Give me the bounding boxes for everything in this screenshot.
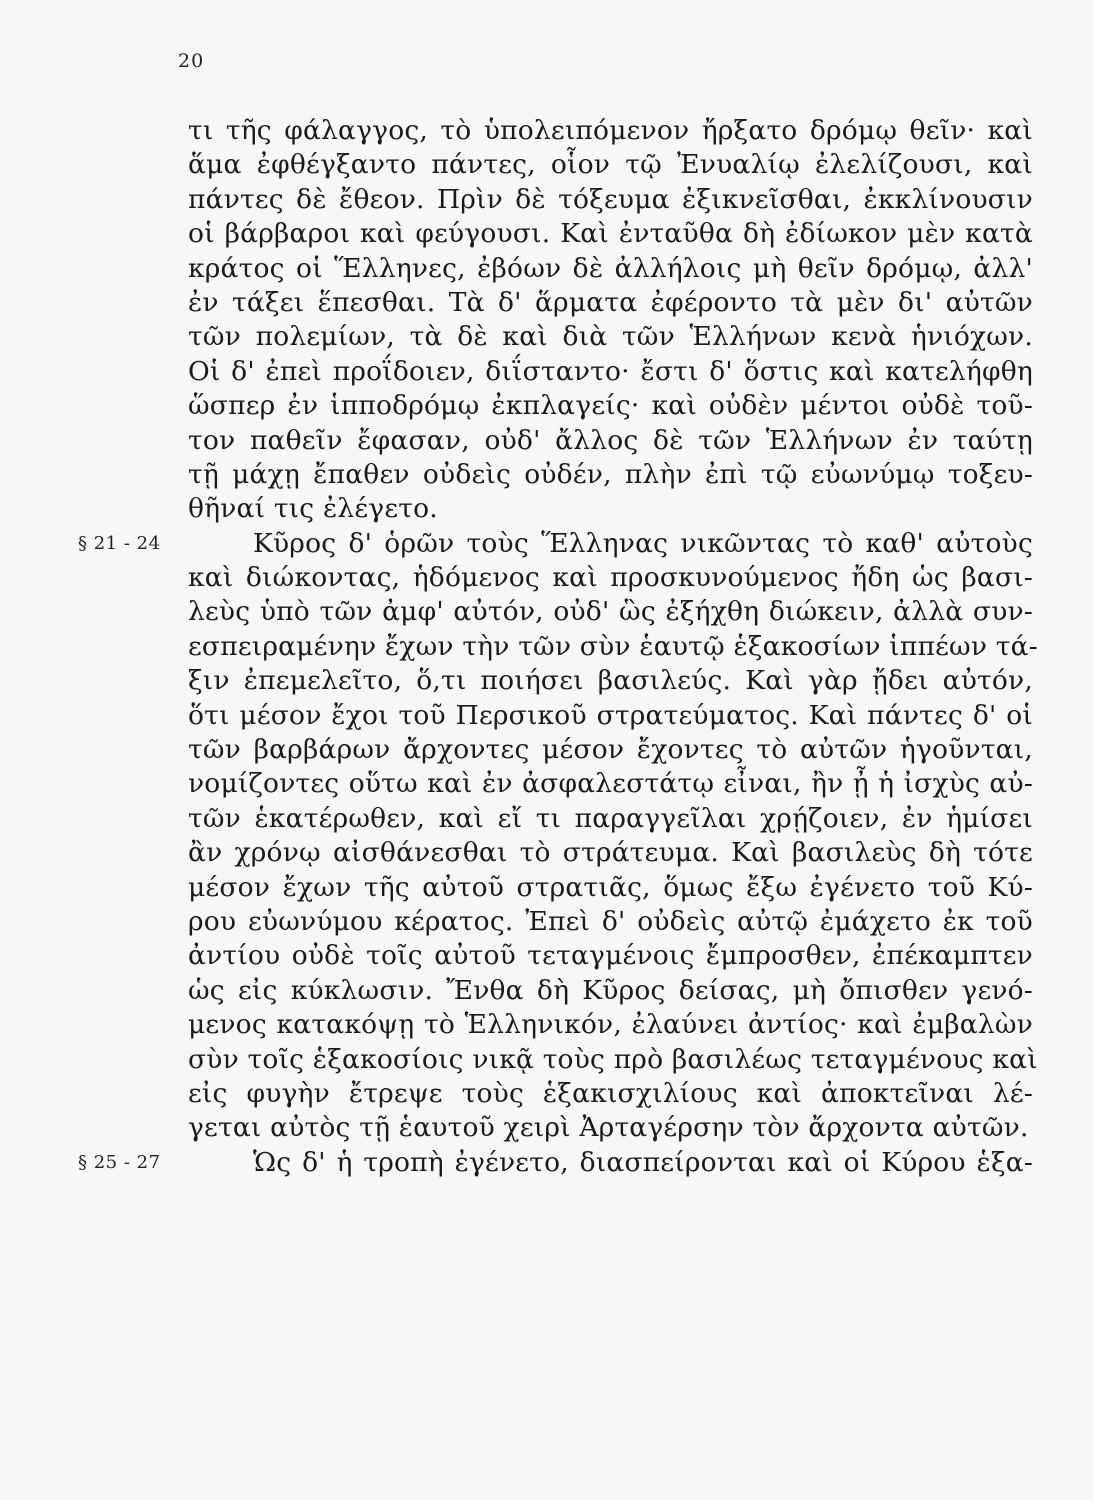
line-text: νομίζοντες οὕτω καὶ ἐν ἀσφαλεστάτῳ εἶναι, ἢν ᾖ ἡ ἰσχὺς αὐ- (188, 768, 1033, 800)
line-text: Ὡς δ' ἡ τροπὴ ἐγένετο, διασπείρονται καὶ οἱ Κύρου ἑξα- (253, 1146, 1033, 1178)
text-line (188, 286, 1033, 320)
text-line (188, 424, 1033, 458)
text-line (188, 664, 1033, 698)
text-line (188, 320, 1033, 354)
line-text: ὅτι μέσον ἔχοι τοῦ Περσικοῦ στρατεύματος. Καὶ πάντες δ' οἱ (188, 699, 1033, 731)
line-text: μέσον ἔχων τῆς αὐτοῦ στρατιᾶς, ὅμως ἔξω ἐγένετο τοῦ Κύ- (188, 871, 1033, 903)
text-line (188, 492, 1033, 526)
line-text: τον παθεῖν ἔφασαν, οὐδ' ἄλλος δὲ τῶν Ἑλλήνων ἐν ταύτῃ (188, 424, 1033, 456)
line-text: τῶν ἑκατέρωθεν, καὶ εἴ τι παραγγεῖλαι χρῄζοιεν, ἐν ἡμίσει (188, 802, 1033, 834)
line-text: ἀντίου οὐδὲ τοῖς αὐτοῦ τεταγμένοις ἔμπροσθεν, ἐπέκαμπτεν (188, 940, 1033, 972)
text-line (188, 1008, 1033, 1042)
line-text: Κῦρος δ' ὁρῶν τοὺς Ἕλληνας νικῶντας τὸ καθ' αὐτοὺς (253, 527, 1033, 559)
line-text: θῆναί τις ἐλέγετο. (188, 493, 438, 525)
section-marginal-note: § 25 - 27 (78, 1151, 161, 1173)
text-line (188, 905, 1033, 939)
line-text: ἐν τάξει ἕπεσθαι. Τὰ δ' ἅρματα ἐφέροντο τὰ μὲν δι' αὐτῶν (188, 286, 1033, 318)
line-text: σὺν τοῖς ἑξακοσίοις νικᾷ τοὺς πρὸ βασιλέως τεταγμένους καὶ (188, 1043, 1038, 1075)
line-text: καὶ διώκοντας, ἡδόμενος καὶ προσκυνούμενος ἤδη ὡς βασι- (188, 562, 1033, 594)
text-line (78, 1146, 1033, 1180)
body-text (78, 114, 1038, 1180)
line-text: ἅμα ἐφθέγξαντο πάντες, οἷον τῷ Ἐνυαλίῳ ἐλελίζουσι, καὶ (188, 149, 1033, 181)
text-line (188, 389, 1033, 423)
text-line (188, 458, 1033, 492)
line-text: ξιν ἐπεμελεῖτο, ὅ,τι ποιήσει βασιλεύς. Καὶ γὰρ ᾔδει αὐτόν, (188, 665, 1033, 697)
text-line (188, 939, 1033, 973)
line-text: λεὺς ὑπὸ τῶν ἀμφ' αὐτόν, οὐδ' ὣς ἐξήχθη διώκειν, ἀλλὰ συν- (188, 596, 1033, 628)
page-number: 20 (178, 50, 205, 72)
text-line (188, 252, 1033, 286)
text-line (188, 114, 1033, 148)
text-line (188, 733, 1033, 767)
line-text: πάντες δὲ ἔθεον. Πρὶν δὲ τόξευμα ἐξικνεῖσθαι, ἐκκλίνουσιν (188, 183, 1033, 215)
text-line (188, 561, 1033, 595)
text-line (188, 630, 1038, 664)
line-text: ρου εὐωνύμου κέρατος. Ἐπεὶ δ' οὐδεὶς αὐτῷ ἐμάχετο ἐκ τοῦ (188, 905, 1033, 937)
text-line (188, 1111, 1033, 1145)
text-line (188, 1077, 1033, 1111)
line-text: ἂν χρόνῳ αἰσθάνεσθαι τὸ στράτευμα. Καὶ βασιλεὺς δὴ τότε (188, 837, 1033, 869)
line-text: τῶν πολεμίων, τὰ δὲ καὶ διὰ τῶν Ἑλλήνων κενὰ ἡνιόχων. (188, 321, 1033, 353)
line-text: ὥσπερ ἐν ἱπποδρόμῳ ἐκπλαγείς· καὶ οὐδὲν μέντοι οὐδὲ τοῦ- (188, 390, 1033, 422)
line-text: Οἱ δ' ἐπεὶ προΐδοιεν, διΐσταντο· ἔστι δ' ὅστις καὶ κατελήφθη (188, 355, 1033, 387)
text-line (78, 527, 1033, 561)
line-text: τι τῆς φάλαγγος, τὸ ὑπολειπόμενον ἤρξατο δρόμῳ θεῖν· καὶ (188, 115, 1033, 146)
line-text: εἰς φυγὴν ἔτρεψε τοὺς ἑξακισχιλίους καὶ ἀποκτεῖναι λέ- (188, 1077, 1033, 1109)
text-line (188, 1043, 1038, 1077)
text-line (188, 767, 1033, 801)
line-text: κράτος οἱ Ἕλληνες, ἐβόων δὲ ἀλλήλοις μὴ θεῖν δρόμῳ, ἀλλ' (188, 252, 1033, 284)
text-line (188, 217, 1033, 251)
line-text: μενος κατακόψῃ τὸ Ἑλληνικόν, ἐλαύνει ἀντίος· καὶ ἐμβαλὼν (188, 1009, 1033, 1041)
text-line (188, 148, 1033, 182)
text-line (188, 836, 1033, 870)
text-line (188, 355, 1033, 389)
line-text: τῇ μάχῃ ἔπαθεν οὐδεὶς οὐδέν, πλὴν ἐπὶ τῷ εὐωνύμῳ τοξευ- (188, 458, 1033, 490)
section-marginal-note: § 21 - 24 (78, 532, 161, 554)
line-text: τῶν βαρβάρων ἄρχοντες μέσον ἔχοντες τὸ αὐτῶν ἡγοῦνται, (188, 734, 1033, 766)
line-text: οἱ βάρβαροι καὶ φεύγουσι. Καὶ ἐνταῦθα δὴ ἐδίωκον μὲν κατὰ (188, 218, 1033, 250)
text-line (188, 699, 1033, 733)
line-text: γεται αὐτὸς τῇ ἑαυτοῦ χειρὶ Ἀρταγέρσην τὸν ἄρχοντα αὐτῶν. (188, 1112, 1029, 1144)
text-line (188, 802, 1033, 836)
text-line (188, 974, 1033, 1008)
text-line (188, 183, 1033, 217)
line-text: ὡς εἰς κύκλωσιν. Ἔνθα δὴ Κῦρος δείσας, μὴ ὄπισθεν γενό- (188, 974, 1033, 1006)
line-text: εσπειραμένην ἔχων τὴν τῶν σὺν ἑαυτῷ ἑξακοσίων ἱππέων τά- (188, 630, 1038, 662)
text-line (188, 871, 1033, 905)
text-line (188, 595, 1033, 629)
